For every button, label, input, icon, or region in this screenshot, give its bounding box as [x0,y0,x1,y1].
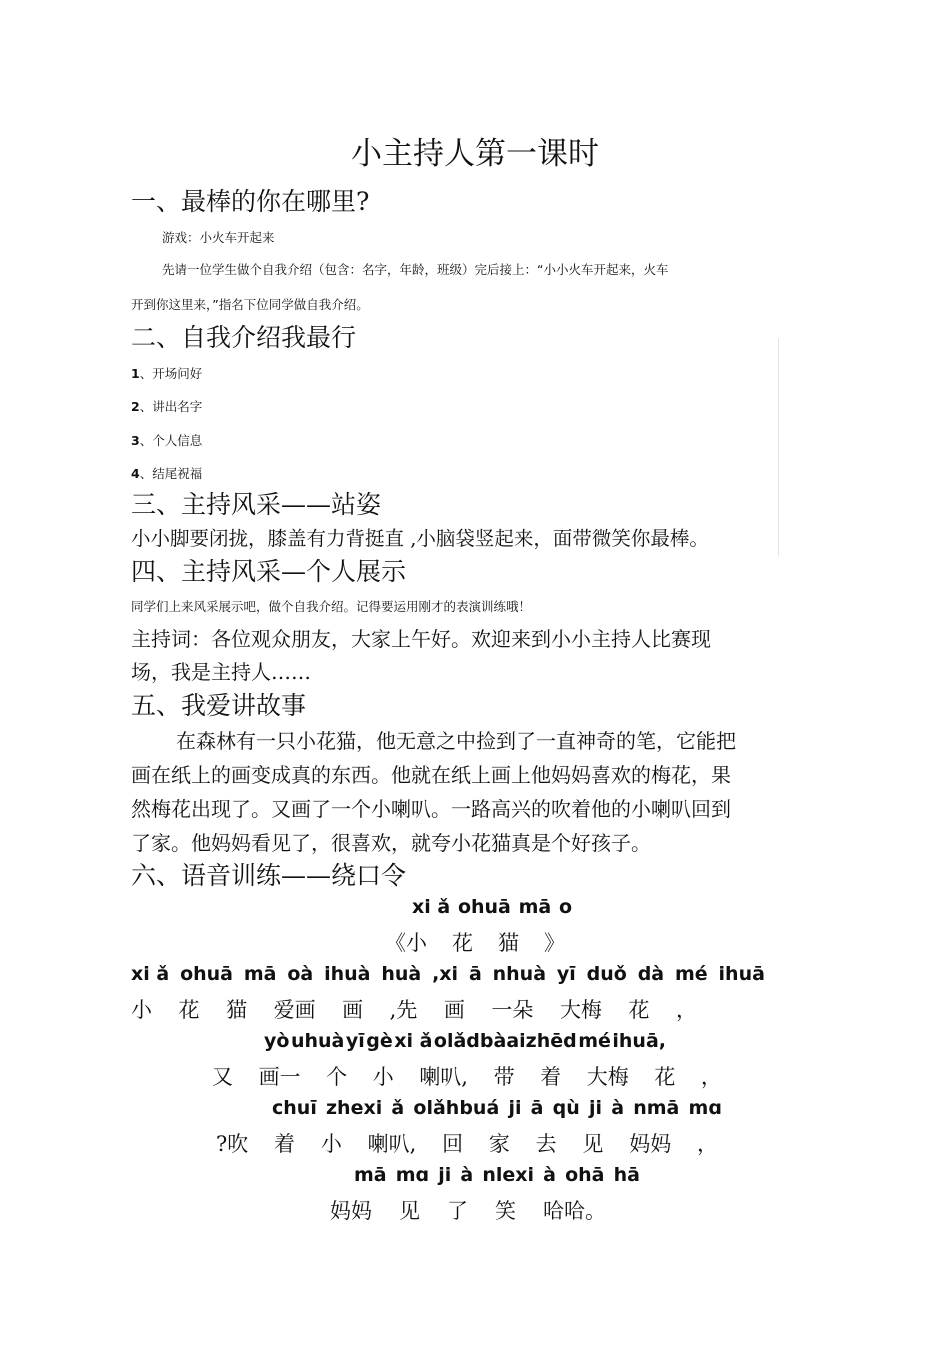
poem-char: 猫 [226,998,248,1022]
poem-char: 又 [212,1065,233,1089]
poem-char: 着 [540,1065,562,1089]
pinyin-syllable: ohuā [180,963,234,985]
pinyin-syllable: mé [674,963,708,985]
margin-rule [778,338,779,556]
poem-char: ， [676,998,697,1022]
section-3-heading: 三、主持风采——站姿 [131,490,382,519]
section-6-heading: 六、语音训练——绕口令 [131,861,407,890]
pinyin-syllable: à [611,1097,625,1119]
pinyin-syllable: yò [264,1030,290,1052]
pinyin-syllable: xi ǎ [394,1030,433,1052]
poem-char: 一朵 [491,998,534,1022]
list-item [131,364,202,382]
section-4-heading: 四、主持风采—个人展示 [131,557,407,586]
list-item-number: 2 [131,399,140,414]
pinyin-syllable: ihuā, [612,1030,666,1052]
section-3-text: 小小脚要闭拢，膝盖有力背挺直 ,小脑袋竖起来，面带微笑你最棒。 [131,527,709,550]
pinyin-syllable: yī [345,1030,365,1052]
poem-line-3-pinyin [272,1097,722,1119]
poem-char: 带 [493,1065,515,1089]
poem-title-pinyin [412,896,572,918]
poem-char: 小 [372,1065,394,1089]
poem-char: 哈哈。 [543,1199,606,1223]
pinyin-syllable: ji [588,1097,603,1119]
pinyin-syllable: uhuà [290,1030,345,1052]
pinyin-syllable: ā [530,1097,544,1119]
poem-char: 大梅 [559,998,602,1022]
poem-char: 画一 [258,1065,301,1089]
pinyin-syllable: olǎdbàaizhēd [433,1030,577,1052]
pinyin-syllable: hā [613,1164,640,1186]
pinyin-syllable: nhuà [492,963,547,985]
list-item [131,397,202,415]
poem-char: 小 [320,1132,342,1156]
list-item-number: 4 [131,466,140,481]
list-item-number: 3 [131,433,140,448]
poem-line-2-pinyin [264,1030,666,1052]
poem-char: 花 [178,998,200,1022]
poem-char: 见 [399,1199,420,1223]
pinyin-syllable: mé [578,1030,611,1052]
poem-char: 爱画 [273,998,316,1022]
list-item-number: 1 [131,366,140,381]
poem-char: 大梅 [586,1065,629,1089]
poem-char: ， [700,1065,722,1089]
pinyin-syllable: mɑ [688,1097,722,1119]
list-item-text: 、开场问好 [139,366,203,381]
pinyin-syllable: ,xi [432,963,459,985]
poem-char: 花 [654,1065,676,1089]
poem-line-3 [216,1128,718,1158]
pinyin-syllable: olǎhbuá [413,1097,500,1119]
pinyin-syllable: o [558,896,572,918]
poem-line-1-pinyin [131,963,765,985]
pinyin-syllable: huà [381,963,422,985]
poem-char: 了 [447,1199,468,1223]
section-1-paragraph-line-2: 开到你这里来，”指名下位同学做自我介绍。 [131,297,369,312]
pinyin-syllable: ji [508,1097,522,1119]
section-1-paragraph-line-1: 先请一位学生做个自我介绍（包含：名字，年龄，班级）完后接上：“小小火车开起来，火车 [162,262,669,277]
poem-char: 猫 [498,931,519,955]
section-1-game: 游戏：小火车开起来 [162,230,275,245]
poem-title [385,927,565,957]
story-line: 在森林有一只小花猫，他无意之中捡到了一直神奇的笔，它能把 [176,729,736,753]
story-line: 了家。他妈妈看见了，很喜欢，就夸小花猫真是个好孩子。 [131,831,651,855]
poem-char: 家 [488,1132,510,1156]
poem-char: 小 [131,998,152,1022]
pinyin-syllable: mā [243,963,277,985]
section-4-text-line-1: 主持词：各位观众朋友，大家上午好。欢迎来到小小主持人比赛现 [131,627,711,651]
pinyin-syllable: ǎ [391,1097,405,1119]
pinyin-syllable: ohā [565,1164,605,1186]
list-item-text: 、结尾祝福 [139,466,203,481]
poem-char: 喇叭, [419,1065,468,1089]
section-4-text-line-2: 场，我是主持人…… [131,660,311,684]
poem-char: 去 [535,1132,557,1156]
poem-char: 喇叭, [367,1132,417,1156]
section-1-heading: 一、最棒的你在哪里? [131,187,370,216]
poem-char: 《小 [385,931,427,955]
poem-line-2 [212,1061,722,1091]
poem-char: ， [696,1132,718,1156]
pinyin-syllable: xi ǎ [131,963,170,985]
section-5-heading: 五、我爱讲故事 [131,691,307,720]
list-item [131,464,202,482]
pinyin-syllable: ihuà [324,963,371,985]
poem-char: 画 [443,998,465,1022]
pinyin-syllable: dà [637,963,665,985]
pinyin-syllable: ihuā [718,963,765,985]
pinyin-syllable: gè [366,1030,393,1052]
pinyin-syllable: à [543,1164,556,1186]
poem-char: 花 [628,998,650,1022]
pinyin-syllable: xi ǎ [412,896,451,918]
poem-char: ,先 [389,998,418,1022]
poem-char: 》 [544,931,565,955]
poem-line-4 [330,1195,606,1225]
story-line: 画在纸上的画变成真的东西。他就在纸上画上他妈妈喜欢的梅花，果 [131,763,731,787]
pinyin-syllable: à [460,1164,474,1186]
pinyin-syllable: nmā [633,1097,680,1119]
poem-line-1 [131,994,697,1024]
pinyin-syllable: mā [518,896,552,918]
pinyin-syllable: chuī [272,1097,317,1119]
pinyin-syllable: zhexi [326,1097,383,1119]
pinyin-syllable: qù [552,1097,580,1119]
poem-char: 画 [342,998,364,1022]
poem-char: 妈妈 [330,1199,372,1223]
pinyin-syllable: ohuā [457,896,511,918]
pinyin-syllable: oà [287,963,314,985]
page-title: 小主持人第一课时 [351,136,599,172]
list-item-text: 、讲出名字 [139,399,203,414]
poem-char: 着 [274,1132,296,1156]
pinyin-syllable: nlexi [482,1164,535,1186]
pinyin-syllable: yī [556,963,576,985]
pinyin-syllable: mā [354,1164,387,1186]
poem-char: ?吹 [216,1132,249,1156]
pinyin-syllable: duǒ [586,963,627,985]
section-2-heading: 二、自我介绍我最行 [131,323,357,352]
list-item-text: 、个人信息 [139,433,203,448]
poem-char: 见 [582,1132,604,1156]
pinyin-syllable: ā [468,963,482,985]
poem-char: 回 [442,1132,464,1156]
poem-char: 个 [326,1065,348,1089]
poem-char: 笑 [495,1199,516,1223]
pinyin-syllable: mɑ [395,1164,430,1186]
poem-char: 妈妈 [629,1132,672,1156]
list-item [131,431,202,449]
story-line: 然梅花出现了。又画了一个小喇叭。一路高兴的吹着他的小喇叭回到 [131,797,731,821]
poem-char: 花 [452,931,473,955]
pinyin-syllable: ji [438,1164,452,1186]
poem-line-4-pinyin [354,1164,640,1186]
section-4-note: 同学们上来风采展示吧，做个自我介绍。记得要运用刚才的表演训练哦！ [131,599,532,614]
